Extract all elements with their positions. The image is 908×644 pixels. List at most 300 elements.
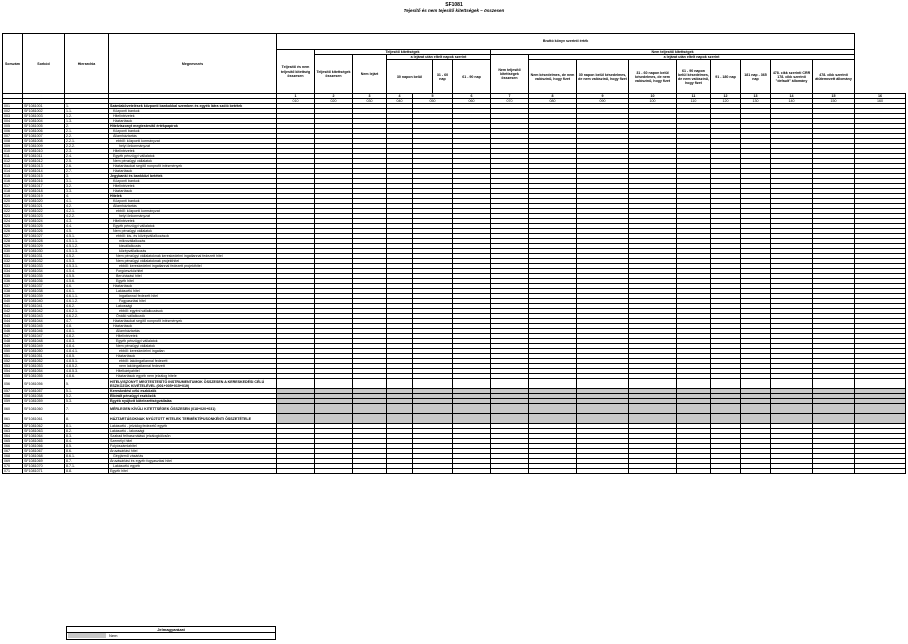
- value-cell[interactable]: [577, 404, 629, 414]
- row-code-cell: SF1081070: [23, 464, 65, 469]
- row-label-cell: ebből: kis- és középvállalkozások: [109, 234, 277, 239]
- row-number-cell: 064: [3, 434, 23, 439]
- header-hierarchia: Hierarchia: [65, 34, 109, 94]
- row-hierarchy-cell: 4.6.1.: [65, 289, 109, 294]
- value-cell[interactable]: [453, 379, 491, 389]
- column-number: 11: [677, 94, 711, 99]
- row-label-cell: Háztartások: [109, 284, 277, 289]
- row-code-cell: SF1081012: [23, 159, 65, 164]
- column-number: 1: [277, 94, 315, 99]
- value-cell[interactable]: [315, 379, 353, 389]
- row-hierarchy-cell: 3.3.: [65, 189, 109, 194]
- value-cell[interactable]: [277, 414, 315, 424]
- value-cell[interactable]: [315, 404, 353, 414]
- row-hierarchy-cell: 1.: [65, 104, 109, 109]
- row-number-cell: 053: [3, 364, 23, 369]
- row-code-cell: SF1081010: [23, 149, 65, 154]
- row-code-cell: SF1081002: [23, 109, 65, 114]
- value-cell[interactable]: [529, 469, 577, 474]
- row-number-cell: 041: [3, 304, 23, 309]
- value-cell[interactable]: [771, 379, 813, 389]
- row-label-cell: mikrovállalkozás: [109, 239, 277, 244]
- row-label-cell: Nem pénzügyi vállalatoknak projekthitel: [109, 259, 277, 264]
- row-number-cell: 026: [3, 229, 23, 234]
- row-label-cell: HÁZTARTÁSOKNAK NYÚJTOTT HITELEK TERMÉKTÍPUSONKÉNTI ÖSSZETÉTELE: [109, 414, 277, 424]
- value-cell[interactable]: [315, 469, 353, 474]
- row-hierarchy-cell: 4.5.1.2.: [65, 244, 109, 249]
- row-number-cell: 051: [3, 354, 23, 359]
- value-cell[interactable]: [353, 379, 387, 389]
- row-number-cell: 034: [3, 269, 23, 274]
- row-number-cell: 005: [3, 124, 23, 129]
- row-number-cell: 069: [3, 459, 23, 464]
- row-number-cell: 059: [3, 399, 23, 404]
- row-code-cell: SF1081034: [23, 269, 65, 274]
- row-label-cell: Államháztartás: [109, 329, 277, 334]
- row-number-cell: 049: [3, 344, 23, 349]
- row-hierarchy-cell: 5.2.: [65, 394, 109, 399]
- row-number-cell: 058: [3, 394, 23, 399]
- value-cell[interactable]: [413, 404, 453, 414]
- row-code-cell: SF1081001: [23, 104, 65, 109]
- header-c12: 181 nap - 365 nap: [741, 60, 771, 94]
- value-cell[interactable]: [413, 414, 453, 424]
- value-cell[interactable]: [353, 414, 387, 424]
- row-number-cell: 071: [3, 469, 23, 474]
- row-hierarchy-cell: 4.5.5.: [65, 274, 109, 279]
- row-number-cell: 033: [3, 264, 23, 269]
- row-number-cell: 030: [3, 249, 23, 254]
- value-cell[interactable]: [741, 404, 771, 414]
- value-cell[interactable]: [629, 404, 677, 414]
- row-hierarchy-cell: 4.8.6.: [65, 374, 109, 379]
- row-code-cell: SF1081059: [23, 399, 65, 404]
- row-hierarchy-cell: 4.5.4.: [65, 269, 109, 274]
- row-hierarchy-cell: 2.2.1.: [65, 139, 109, 144]
- report-table: [2, 33, 906, 474]
- row-label-cell: Fogyasztási hitel: [109, 299, 277, 304]
- row-code-cell: SF1081048: [23, 339, 65, 344]
- row-label-cell: Lakáscélú hitel: [109, 289, 277, 294]
- row-hierarchy-cell: 4.7.: [65, 319, 109, 324]
- column-code: 090: [577, 99, 629, 104]
- row-label-cell: Lakáscélú - lakossági: [109, 429, 277, 434]
- column-code: 060: [453, 99, 491, 104]
- row-number-cell: 007: [3, 134, 23, 139]
- row-code-cell: SF1081016: [23, 179, 65, 184]
- row-number-cell: 025: [3, 224, 23, 229]
- value-cell[interactable]: [529, 404, 577, 414]
- row-number-cell: 037: [3, 284, 23, 289]
- row-code-cell: SF1081066: [23, 444, 65, 449]
- row-code-cell: SF1081047: [23, 334, 65, 339]
- header-c7: Nem késedelmes, de nem valószínű, hogy fizet: [529, 60, 577, 94]
- row-label-cell: Hitelkártyahitel: [109, 369, 277, 374]
- column-number: 15: [813, 94, 855, 99]
- row-hierarchy-cell: 2.: [65, 124, 109, 129]
- row-label-cell: Háztartások egyéb nem jelzálog hitele: [109, 374, 277, 379]
- value-cell[interactable]: [387, 379, 413, 389]
- row-code-cell: SF1081028: [23, 239, 65, 244]
- table-row: [3, 379, 906, 389]
- row-label-cell: ebből: központi kormányzat: [109, 139, 277, 144]
- row-hierarchy-cell: 3.1.: [65, 179, 109, 184]
- row-number-cell: 028: [3, 239, 23, 244]
- header-nem-teljesito-group: Nem teljesítő kitettségek: [491, 50, 855, 55]
- row-code-cell: SF1081061: [23, 414, 65, 424]
- column-code: 070: [491, 99, 529, 104]
- row-hierarchy-cell: 4.6.2.1.: [65, 309, 109, 314]
- value-cell[interactable]: [741, 469, 771, 474]
- row-label-cell: Háztartások: [109, 324, 277, 329]
- row-label-cell: Központi bankok: [109, 129, 277, 134]
- row-number-cell: 063: [3, 429, 23, 434]
- value-cell[interactable]: [353, 404, 387, 414]
- value-cell[interactable]: [629, 379, 677, 389]
- row-hierarchy-cell: 2.3.: [65, 149, 109, 154]
- row-label-cell: Államháztartás: [109, 134, 277, 139]
- column-number: 10: [629, 94, 677, 99]
- row-hierarchy-cell: 2.2.2.: [65, 144, 109, 149]
- row-code-cell: SF1081064: [23, 434, 65, 439]
- row-label-cell: Áruvásárlási hitel: [109, 449, 277, 454]
- value-cell[interactable]: [353, 469, 387, 474]
- row-number-cell: 013: [3, 164, 23, 169]
- value-cell[interactable]: [629, 469, 677, 474]
- row-label-cell: Hitelintézetek: [109, 219, 277, 224]
- row-label-cell: Nem pénzügyi vállalatoknak kereskedelmi ingatlannal fedezett hitel: [109, 254, 277, 259]
- table-row: [3, 414, 906, 424]
- row-hierarchy-cell: 3.2.: [65, 184, 109, 189]
- row-code-cell: SF1081042: [23, 309, 65, 314]
- value-cell[interactable]: [629, 414, 677, 424]
- row-number-cell: 022: [3, 209, 23, 214]
- row-hierarchy-cell: 8.7.: [65, 459, 109, 464]
- row-hierarchy-cell: 5.1.: [65, 389, 109, 394]
- row-code-cell: SF1081058: [23, 394, 65, 399]
- row-code-cell: SF1081071: [23, 469, 65, 474]
- row-hierarchy-cell: 4.5.6.: [65, 279, 109, 284]
- column-number: 13: [741, 94, 771, 99]
- value-cell[interactable]: [677, 414, 711, 424]
- row-hierarchy-cell: 4.6.2.2.: [65, 314, 109, 319]
- row-number-cell: 045: [3, 324, 23, 329]
- value-cell[interactable]: [529, 379, 577, 389]
- table-row: [3, 469, 906, 474]
- row-code-cell: SF1081024: [23, 219, 65, 224]
- report-code-title: SF1081: [445, 2, 463, 8]
- header-c5b: 61 - 90 nap: [453, 60, 491, 94]
- value-cell[interactable]: [813, 379, 855, 389]
- row-code-cell: SF1081054: [23, 369, 65, 374]
- value-cell[interactable]: [711, 469, 741, 474]
- value-cell[interactable]: [771, 469, 813, 474]
- value-cell[interactable]: [413, 379, 453, 389]
- row-code-cell: SF1081032: [23, 259, 65, 264]
- row-code-cell: SF1081030: [23, 249, 65, 254]
- row-hierarchy-cell: 4.5.3.1.: [65, 264, 109, 269]
- row-number-cell: 056: [3, 379, 23, 389]
- row-hierarchy-cell: 4.6.1.2.: [65, 299, 109, 304]
- column-code: 020: [315, 99, 353, 104]
- row-hierarchy-cell: 4.5.3.: [65, 259, 109, 264]
- value-cell[interactable]: [387, 404, 413, 414]
- value-cell[interactable]: [577, 414, 629, 424]
- row-number-cell: 014: [3, 169, 23, 174]
- value-cell[interactable]: [813, 404, 855, 414]
- row-hierarchy-cell: 4.5.2.: [65, 254, 109, 259]
- row-code-cell: SF1081020: [23, 199, 65, 204]
- row-hierarchy-cell: 2.2.: [65, 134, 109, 139]
- row-code-cell: SF1081044: [23, 319, 65, 324]
- row-hierarchy-cell: 8.8.: [65, 469, 109, 474]
- row-code-cell: SF1081037: [23, 284, 65, 289]
- value-cell[interactable]: [855, 379, 906, 389]
- value-cell[interactable]: [453, 469, 491, 474]
- row-code-cell: SF1081013: [23, 164, 65, 169]
- column-code: 030: [353, 99, 387, 104]
- row-label-cell: Hitelintézetek: [109, 114, 277, 119]
- value-cell[interactable]: [277, 379, 315, 389]
- value-cell[interactable]: [413, 469, 453, 474]
- row-label-cell: Gépjármű vásárlás: [109, 454, 277, 459]
- row-code-cell: SF1081008: [23, 139, 65, 144]
- row-number-cell: 016: [3, 179, 23, 184]
- row-hierarchy-cell: 8.5.: [65, 444, 109, 449]
- value-cell[interactable]: [277, 469, 315, 474]
- row-number-cell: 057: [3, 389, 23, 394]
- row-code-cell: SF1081004: [23, 119, 65, 124]
- header-c9: 31 - 60 napon belül késedelmes, de nem valószínű, hogy fizet: [629, 60, 677, 94]
- header-c10: 61 - 90 napon belül késedelmes, de nem valószínű, hogy fizet: [677, 60, 711, 94]
- value-cell[interactable]: [491, 414, 529, 424]
- row-hierarchy-cell: 4.4.: [65, 224, 109, 229]
- value-cell[interactable]: [813, 469, 855, 474]
- row-hierarchy-cell: 2.6.: [65, 164, 109, 169]
- value-cell[interactable]: [741, 414, 771, 424]
- row-hierarchy-cell: 4.8.5.3.: [65, 369, 109, 374]
- row-code-cell: SF1081009: [23, 144, 65, 149]
- row-label-cell: Számlakövetelések központi bankokkal szemben és egyéb látra szóló betétek: [109, 104, 277, 109]
- row-label-cell: Hitelintézetek: [109, 184, 277, 189]
- column-code: 160: [855, 99, 906, 104]
- row-number-cell: 055: [3, 374, 23, 379]
- row-number-cell: 052: [3, 359, 23, 364]
- row-number-cell: 023: [3, 214, 23, 219]
- row-label-cell: Központi bankok: [109, 179, 277, 184]
- row-number-cell: 024: [3, 219, 23, 224]
- value-cell[interactable]: [315, 414, 353, 424]
- row-number-cell: 042: [3, 309, 23, 314]
- value-cell[interactable]: [529, 414, 577, 424]
- row-number-cell: 047: [3, 334, 23, 339]
- value-cell[interactable]: [677, 379, 711, 389]
- row-code-cell: SF1081043: [23, 314, 65, 319]
- row-code-cell: SF1081029: [23, 244, 65, 249]
- row-label-cell: ebből: kereskedelmi ingatlan: [109, 349, 277, 354]
- value-cell[interactable]: [453, 414, 491, 424]
- row-code-cell: SF1081063: [23, 429, 65, 434]
- row-label-cell: Hitelviszonyt megtestesítő értékpapírok: [109, 124, 277, 129]
- row-number-cell: 039: [3, 294, 23, 299]
- column-number: 2: [315, 94, 353, 99]
- value-cell[interactable]: [677, 404, 711, 414]
- legend-title: Jelmagyarázat: [67, 627, 275, 633]
- row-label-cell: Háztartások: [109, 169, 277, 174]
- row-label-cell: ebből: kereskedelmi ingatlannal fedezett projekthitel: [109, 264, 277, 269]
- header-c15: 478. cikk szerinti átütemezett állomány: [813, 60, 855, 94]
- legend-label: Nem: [109, 633, 118, 638]
- value-cell[interactable]: [491, 379, 529, 389]
- value-cell[interactable]: [711, 379, 741, 389]
- row-label-cell: Kereskedési célú eszközök: [109, 389, 277, 394]
- row-code-cell: SF1081031: [23, 254, 65, 259]
- row-code-cell: SF1081053: [23, 364, 65, 369]
- row-label-cell: Hitelintézetek: [109, 334, 277, 339]
- row-label-cell: Központi bankok: [109, 109, 277, 114]
- header-c4: 30 napon belül: [387, 60, 433, 94]
- row-number-cell: 066: [3, 444, 23, 449]
- column-number: 12: [711, 94, 741, 99]
- column-number: 6: [453, 94, 491, 99]
- value-cell[interactable]: [741, 379, 771, 389]
- row-number-cell: 060: [3, 404, 23, 414]
- column-code: 110: [677, 99, 711, 104]
- column-number: 4: [387, 94, 413, 99]
- row-code-cell: SF1081014: [23, 169, 65, 174]
- row-number-cell: 043: [3, 314, 23, 319]
- header-c3: Nem lejárt: [353, 55, 387, 94]
- value-cell[interactable]: [277, 404, 315, 414]
- row-hierarchy-cell: 2.7.: [65, 169, 109, 174]
- row-label-cell: Háztartások: [109, 354, 277, 359]
- value-cell[interactable]: [855, 414, 906, 424]
- row-number-cell: 040: [3, 299, 23, 304]
- row-hierarchy-cell: 4.2.1.: [65, 209, 109, 214]
- row-hierarchy-cell: 4.5.1.1.: [65, 239, 109, 244]
- row-label-cell: Háztartások: [109, 119, 277, 124]
- header-sorkod: Sorkód: [23, 34, 65, 94]
- value-cell[interactable]: [491, 404, 529, 414]
- value-cell[interactable]: [711, 404, 741, 414]
- column-number: 16: [855, 94, 906, 99]
- row-hierarchy-cell: 7.: [65, 404, 109, 414]
- row-label-cell: Egyéb nyújtott kötelezettségvállalás: [109, 399, 277, 404]
- value-cell[interactable]: [387, 469, 413, 474]
- row-number-cell: 017: [3, 184, 23, 189]
- row-number-cell: 070: [3, 464, 23, 469]
- value-cell[interactable]: [577, 469, 629, 474]
- row-number-cell: 021: [3, 204, 23, 209]
- row-number-cell: 003: [3, 114, 23, 119]
- row-code-cell: SF1081056: [23, 379, 65, 389]
- row-label-cell: helyi önkormányzat: [109, 214, 277, 219]
- table-row: [3, 404, 906, 414]
- row-hierarchy-cell: 2.4.: [65, 154, 109, 159]
- row-label-cell: ebből: központi kormányzat: [109, 209, 277, 214]
- value-cell[interactable]: [577, 379, 629, 389]
- row-hierarchy-cell: 5.: [65, 379, 109, 389]
- row-code-cell: SF1081023: [23, 214, 65, 219]
- row-hierarchy-cell: 4.6.: [65, 284, 109, 289]
- value-cell[interactable]: [677, 469, 711, 474]
- row-code-cell: SF1081041: [23, 304, 65, 309]
- column-code: 100: [629, 99, 677, 104]
- row-label-cell: Folyószámlahitel: [109, 444, 277, 449]
- row-hierarchy-cell: 8.1.: [65, 424, 109, 429]
- legend-gray-swatch: [68, 633, 106, 638]
- row-code-cell: SF1081040: [23, 299, 65, 304]
- row-code-cell: SF1081068: [23, 454, 65, 459]
- row-hierarchy-cell: 4.6.2.: [65, 304, 109, 309]
- row-hierarchy-cell: 4.8.4.: [65, 344, 109, 349]
- header-lejarati-1: a lejárat után eltelt napok szerint: [387, 55, 491, 60]
- row-code-cell: SF1081021: [23, 204, 65, 209]
- value-cell[interactable]: [813, 414, 855, 424]
- row-label-cell: Egyéb pénzügyi vállalatok: [109, 154, 277, 159]
- row-number-cell: 018: [3, 189, 23, 194]
- row-number-cell: 012: [3, 159, 23, 164]
- row-hierarchy-cell: 8.6.: [65, 449, 109, 454]
- row-number-cell: 019: [3, 194, 23, 199]
- value-cell[interactable]: [771, 404, 813, 414]
- row-number-cell: 011: [3, 154, 23, 159]
- row-label-cell: MÉRLEGEN KÍVÜLI KITETTSÉGEK ÖSSZESEN (018+020+031): [109, 404, 277, 414]
- row-hierarchy-cell: 4.6.1.1.: [65, 294, 109, 299]
- row-hierarchy-cell: 4.2.2.: [65, 214, 109, 219]
- row-hierarchy-cell: 4.8.4.1.: [65, 349, 109, 354]
- row-code-cell: SF1081067: [23, 449, 65, 454]
- row-code-cell: SF1081055: [23, 374, 65, 379]
- row-code-cell: SF1081022: [23, 209, 65, 214]
- row-label-cell: Forgóeszközhitel: [109, 269, 277, 274]
- row-number-cell: 001: [3, 104, 23, 109]
- row-number-cell: 032: [3, 259, 23, 264]
- row-code-cell: SF1081062: [23, 424, 65, 429]
- row-number-cell: 036: [3, 279, 23, 284]
- row-code-cell: SF1081069: [23, 459, 65, 464]
- row-label-cell: Önálló vállalkozók: [109, 314, 277, 319]
- value-cell[interactable]: [855, 404, 906, 414]
- row-code-cell: SF1081025: [23, 224, 65, 229]
- column-code: 040: [387, 99, 413, 104]
- value-cell[interactable]: [491, 469, 529, 474]
- report-body: [3, 94, 906, 474]
- row-code-cell: SF1081017: [23, 184, 65, 189]
- value-cell[interactable]: [771, 414, 813, 424]
- column-code: 080: [529, 99, 577, 104]
- value-cell[interactable]: [711, 414, 741, 424]
- row-label-cell: Beruházási hitel: [109, 274, 277, 279]
- row-label-cell: Nem pénzügyi vállalatok: [109, 159, 277, 164]
- row-code-cell: SF1081065: [23, 439, 65, 444]
- value-cell[interactable]: [855, 469, 906, 474]
- row-hierarchy-cell: 4.3.: [65, 219, 109, 224]
- row-number-cell: 062: [3, 424, 23, 429]
- row-code-cell: SF1081026: [23, 229, 65, 234]
- value-cell[interactable]: [453, 404, 491, 414]
- row-number-cell: 048: [3, 339, 23, 344]
- row-label-cell: Központi bankok: [109, 199, 277, 204]
- row-number-cell: 004: [3, 119, 23, 124]
- row-label-cell: HITELVISZONYT MEGTESTESÍTŐ INSTRUMENTUMOK ÖSSZESEN A KERESKEDÉSI CÉLÚ ESZKÖZÖK KIVÉTELÉVEL (001+005+015+019): [109, 379, 277, 389]
- row-number-cell: 050: [3, 349, 23, 354]
- value-cell[interactable]: [387, 414, 413, 424]
- row-label-cell: ebből: lakóingatlannal fedezett: [109, 359, 277, 364]
- row-number-cell: 061: [3, 414, 23, 424]
- row-label-cell: Áruvásárlási és egyéb fogyasztási hitel: [109, 459, 277, 464]
- row-code-cell: SF1081036: [23, 279, 65, 284]
